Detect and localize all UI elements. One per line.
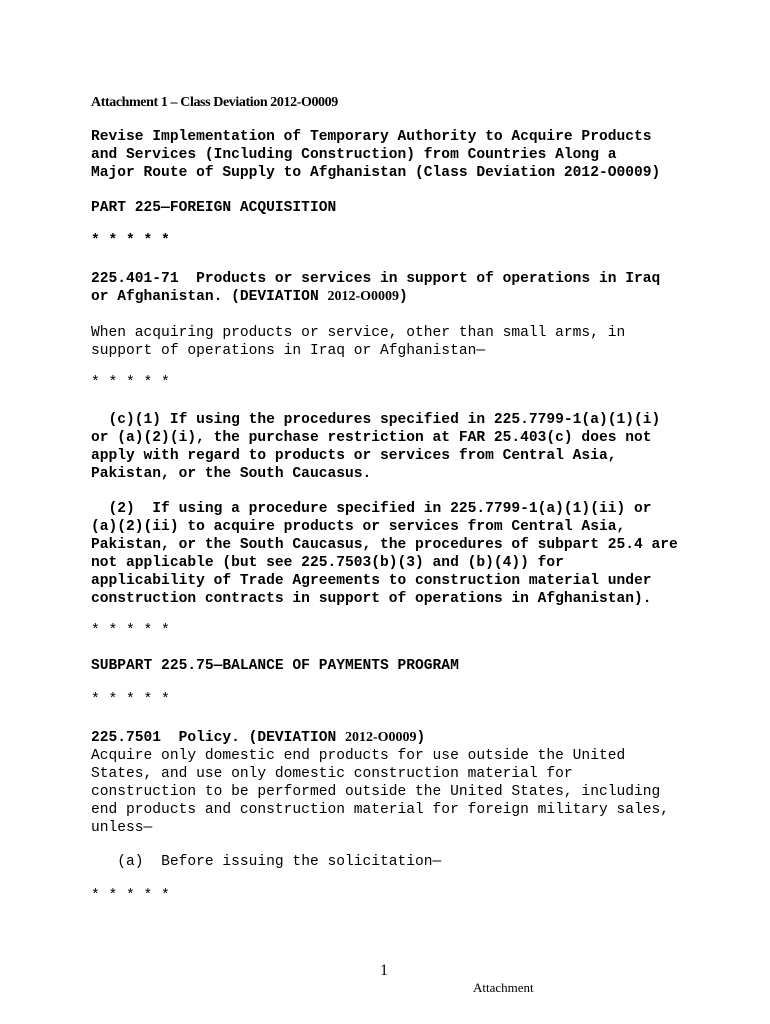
section-break-stars: * * * * * bbox=[91, 233, 170, 249]
part-heading: PART 225—FOREIGN ACQUISITION bbox=[91, 200, 337, 216]
section-401-71-heading-text: 225.401-71 Products or services in support of operations in Iraq or Afghanistan. (DEVIATION bbox=[91, 271, 661, 305]
deviation-number: 2012-O0009 bbox=[327, 289, 400, 304]
paragraph-c1: (c)(1) If using the procedures specified in 225.7799-1(a)(1)(i) or (a)(2)(i), the purchase restriction at FAR 25.403(c) does not apply with regard to products or services from Central Asia, Pakistan, or the South Caucasus. bbox=[91, 412, 661, 482]
section-7501-heading-text: 225.7501 Policy. (DEVIATION bbox=[91, 730, 345, 746]
section-7501-body: Acquire only domestic end products for use outside the United States, and use only domestic construction material for construction to be performed outside the United States, including end products and construction material for foreign military sales, unless— bbox=[91, 748, 670, 836]
section-break-stars: * * * * * bbox=[91, 888, 170, 904]
subpart-heading: SUBPART 225.75—BALANCE OF PAYMENTS PROGRAM bbox=[91, 658, 459, 674]
paragraph-c2: (2) If using a procedure specified in 225.7799-1(a)(1)(ii) or (a)(2)(ii) to acquire products or services from Central Asia, Pakistan, or the South Caucasus, the procedures of subpart 25.4 are not applicable (but see 225.7503(b)(3) and (b)(4)) for applicability of Trade Agreements to construction material under construction contracts in support of operations in Afghanistan). bbox=[91, 501, 678, 607]
section-401-71-intro: When acquiring products or service, other than small arms, in support of operations in Iraq or Afghanistan— bbox=[91, 325, 626, 359]
section-break-stars: * * * * * bbox=[91, 623, 170, 639]
heading-close-paren: ) bbox=[399, 289, 408, 305]
section-401-71-heading bbox=[91, 270, 691, 306]
section-break-stars: * * * * * bbox=[91, 692, 170, 708]
document-title: Revise Implementation of Temporary Authority to Acquire Products and Services (Including Construction) from Countries Along a Major Route of Supply to Afghanistan (Class Deviation 2012-O0009) bbox=[91, 129, 661, 181]
section-break-stars: * * * * * bbox=[91, 375, 170, 391]
heading-close-paren: ) bbox=[416, 730, 426, 746]
section-7501-heading bbox=[91, 729, 691, 747]
page-number: 1 bbox=[380, 962, 388, 979]
deviation-number: 2012-O0009 bbox=[344, 730, 417, 745]
paragraph-a: (a) Before issuing the solicitation— bbox=[91, 854, 442, 870]
footer-label: Attachment bbox=[473, 980, 534, 995]
attachment-header: Attachment 1 – Class Deviation 2012-O0009 bbox=[91, 95, 338, 110]
